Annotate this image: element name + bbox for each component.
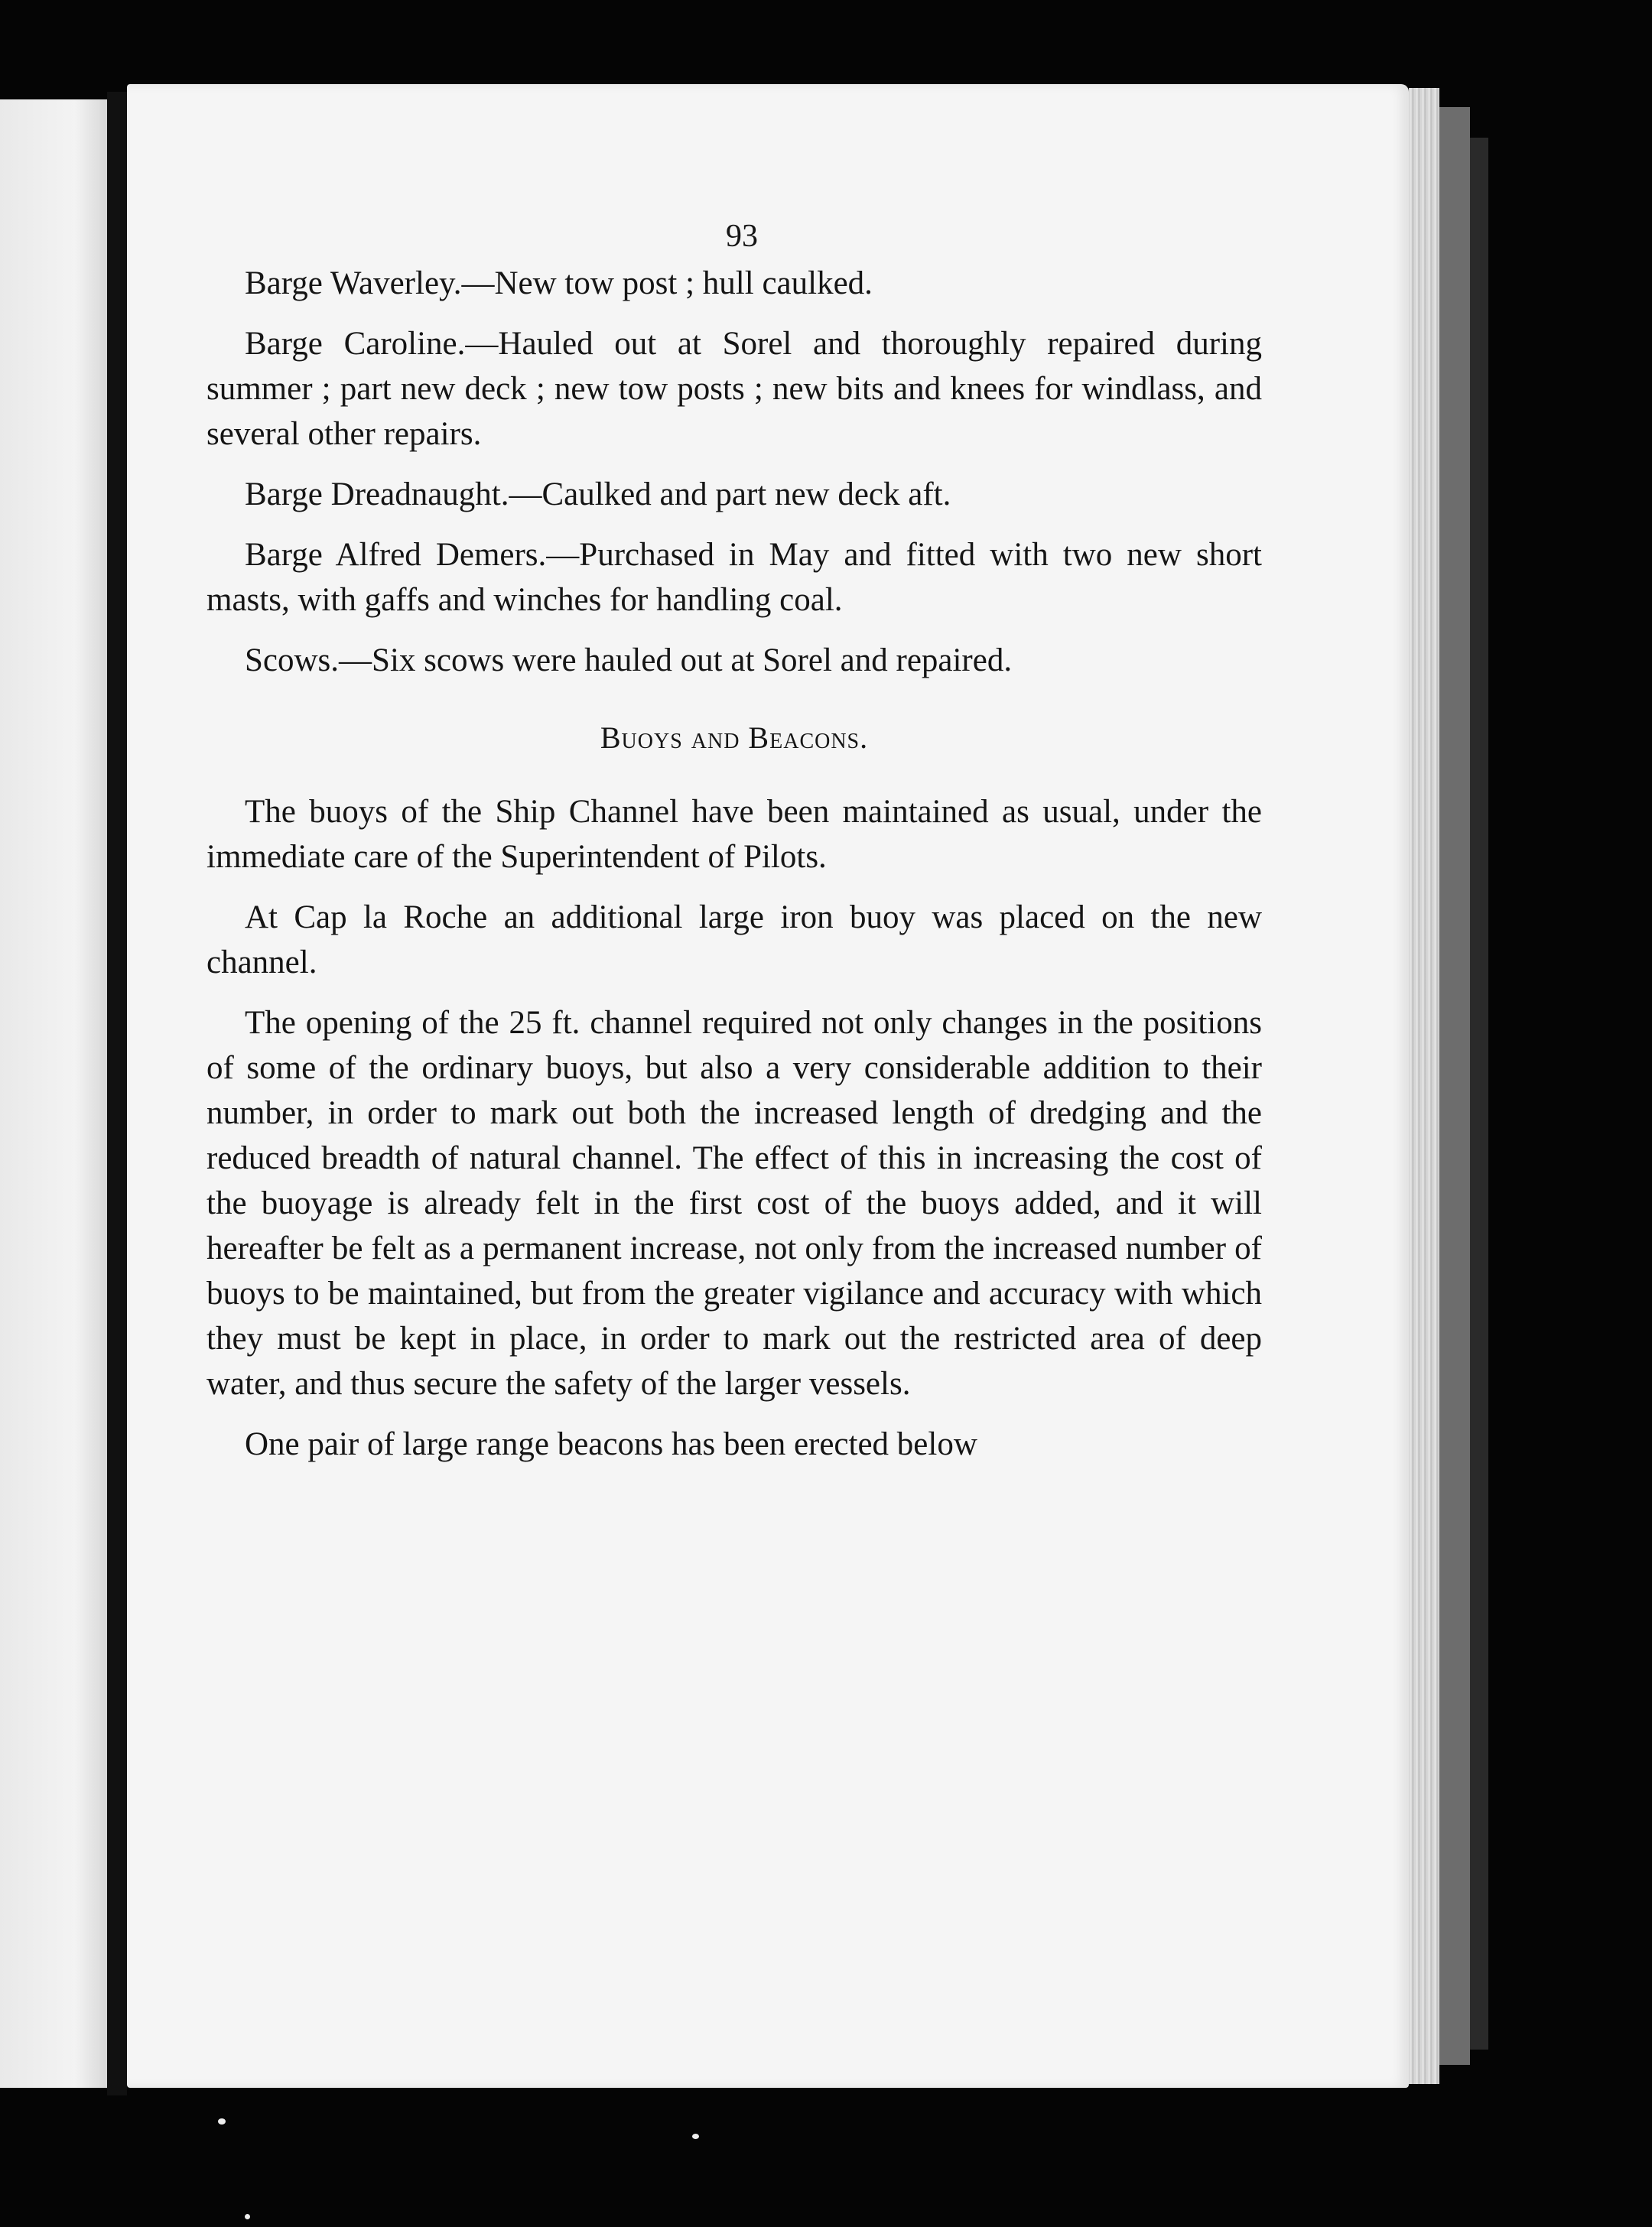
paragraph-scows: Scows.—Six scows were hauled out at Sorel and repaired. [245,642,1013,678]
paragraph-range-beacons: One pair of large range beacons has been erected below [245,1426,977,1462]
paragraph-channel-opening: The opening of the 25 ft. channel required not only changes in the positions of some of the ordinary buoys, but also a very considerable addition to their number, in order to mark out both the increased length of dredging and the reduced breadth of natural channel. The effect of this in increasing the cost of the buoyage is already felt in the first cost of the buoys added, and it will hereafter be felt as a permanent increase, not only from the increased number of buoys to be maintained, but from the greater vigilance and accuracy with which they must be kept in place, in order to mark out the restricted area of deep water, and thus secure the safety of the larger vessels. [206,1005,1262,1402]
dust-speck [245,2214,250,2219]
page-block-edge [1409,88,1439,2084]
section-heading: Buoys and Beacons. [600,720,869,755]
dust-speck [692,2134,699,2139]
paragraph-barge-alfred-demers: Barge Alfred Demers.—Purchased in May and fitted with two new short masts, with gaffs and winches for handling coal. [206,537,1262,618]
book-cover-shadow [1470,138,1488,2050]
paragraph-ship-channel-buoys: The buoys of the Ship Channel have been maintained as usual, under the immediate care of the Superintendent of Pilots. [206,794,1262,875]
paragraph-barge-caroline: Barge Caroline.—Hauled out at Sorel and thoroughly repaired during summer ; part new deck ; new tow posts ; new bits and knees for windlass, and several other repairs. [206,326,1262,452]
page-number: 93 [726,219,758,254]
paragraph-barge-waverley: Barge Waverley.—New tow post ; hull caulked. [245,265,873,301]
paragraph-cap-la-roche: At Cap la Roche an additional large iron buoy was placed on the new channel. [206,899,1262,980]
book-cover-edge [1439,107,1470,2065]
page-text-block [206,214,1262,1482]
dust-speck [218,2118,226,2125]
book-gutter [107,92,127,2095]
left-page-edge [0,99,107,2088]
paragraph-barge-dreadnaught: Barge Dreadnaught.—Caulked and part new deck aft. [245,476,951,512]
